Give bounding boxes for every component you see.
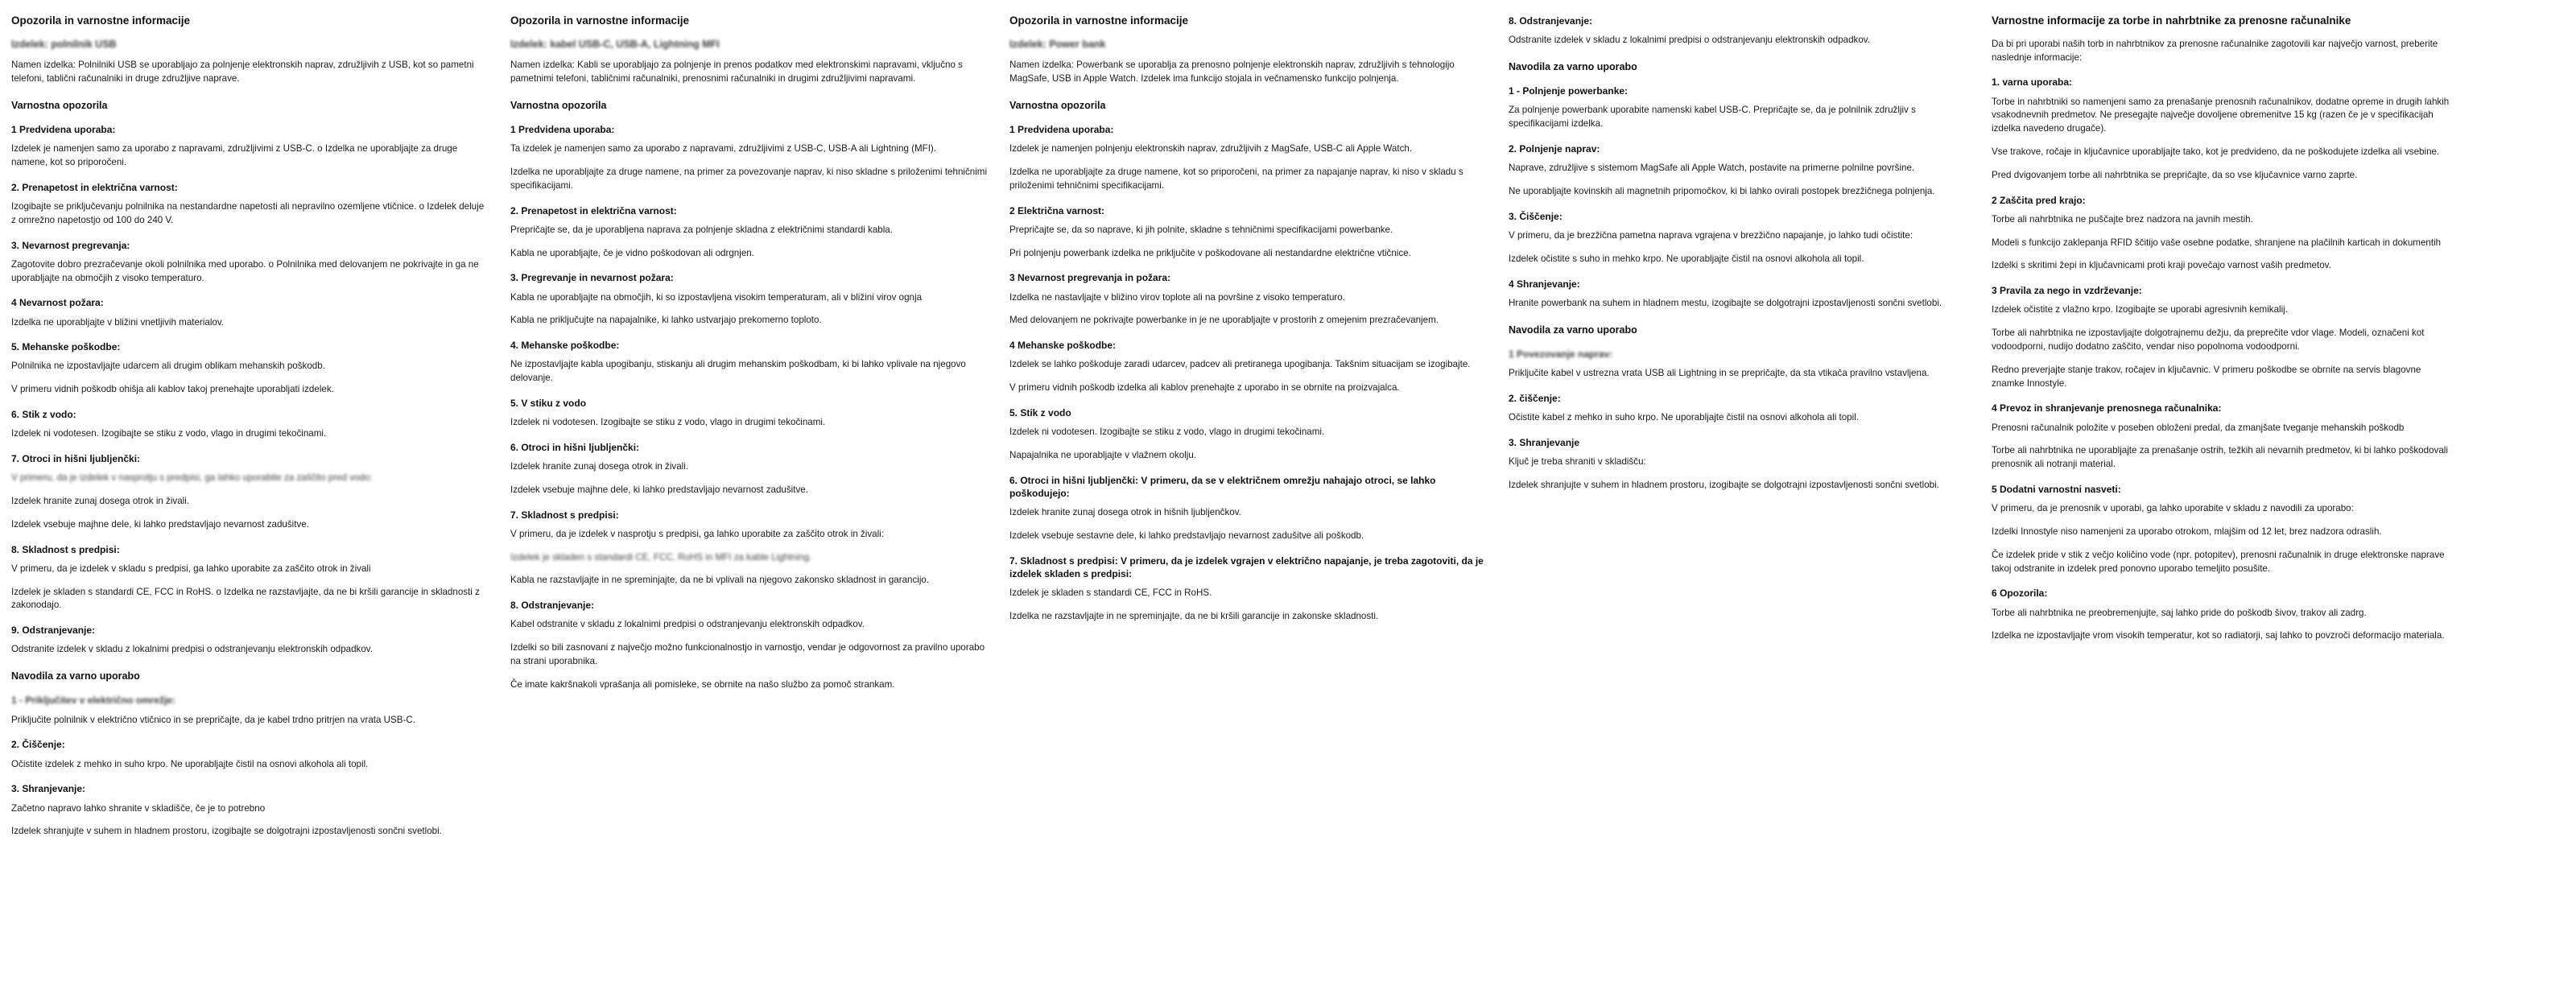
paragraph: V primeru, da je izdelek v nasprotju s predpisi, ga lahko uporabite za zaščito pred vodo: [11,472,373,484]
paragraph: Polnilnika ne izpostavljajte udarcem ali drugim oblikam mehanskih poškodb. [11,361,325,372]
paragraph: Torbe ali nahrbtnika ne uporabljajte za prenašanje ostrih, težkih ali nevarnih predmetov, ki bi lahko poškodovali prenosnik ali notranji material. [1992,445,2448,470]
product-subtitle: Izdelek: Power bank [1009,38,1106,50]
paragraph: Vse trakove, ročaje in ključavnice uporabljajte tako, kot je predvideno, da ne poškodujete izdelka ali vsebine. [1992,146,2440,158]
item-heading: 6 Opozorila: [1992,588,2048,600]
section-heading: Varnostna opozorila [510,99,607,111]
paragraph: Odstranite izdelek v skladu z lokalnimi predpisi o odstranjevanju elektronskih odpadkov. [11,644,373,655]
paragraph: Ključ je treba shraniti v skladišču: [1509,456,1646,467]
paragraph: Izdelki so bili zasnovani z največjo možno funkcionalnostjo in varnostjo, vendar je odgovornost za pravilno uporabo na strani uporabnika. [510,642,985,667]
paragraph: Izdelek shranjujte v suhem in hladnem prostoru, izogibajte se dolgotrajni izpostavljenosti sončni svetlobi. [1509,479,1939,490]
paragraph: Kabel odstranite v skladu z lokalnimi predpisi o odstranjevanju elektronskih odpadkov. [510,619,865,630]
item-heading: 7. Skladnost s predpisi: V primeru, da je izdelek vgrajen v električno napajanje, je treba zagotoviti, da je izdelek skladen s predpisi: [1009,555,1484,579]
item-heading: 5. Mehanske poškodbe: [11,341,121,353]
page-title: Varnostne informacije za torbe in nahrbtnike za prenosne računalnike [1992,14,2351,27]
item-heading: 8. Odstranjevanje: [510,600,595,612]
paragraph: Izdelek shranjujte v suhem in hladnem prostoru, izogibajte se dolgotrajni izpostavljenosti sončni svetlobi. [11,826,442,837]
paragraph: Izdelek je skladen s standardi CE, FCC, RoHS in MFI za kable Lightning. [510,551,812,563]
paragraph: V primeru, da je brezžična pametna naprava vgrajena v brezžično napajanje, jo lahko tudi očistite: [1509,229,1913,241]
item-heading: 3. Pregrevanje in nevarnost požara: [510,272,674,284]
section-heading: Varnostna opozorila [11,99,108,111]
item-heading: 9. Odstranjevanje: [11,625,96,637]
item-heading: 6. Stik z vodo: [11,409,76,421]
paragraph: Izdelek je namenjen polnjenju elektronskih naprav, združljivih z MagSafe, USB-C ali Apple Watch. [1009,143,1413,155]
paragraph: Izdelek očistite s suho in mehko krpo. Ne uporabljajte čistil na osnovi alkohola ali topil. [1509,253,1864,264]
paragraph: Če imate kakršnakoli vprašanja ali pomisleke, se obrnite na našo službo za pomoč strankam. [510,678,895,690]
paragraph: Napajalnika ne uporabljajte v vlažnem okolju. [1009,449,1197,460]
item-heading: 6. Otroci in hišni ljubljenčki: [510,441,640,453]
paragraph: Prenosni računalnik položite v poseben obloženi predal, da zmanjšate tveganje mehanskih poškodb [1992,422,2405,433]
item-heading: 1 Predvidena uporaba: [11,123,116,135]
paragraph: V primeru vidnih poškodb izdelka ali kablov prenehajte z uporabo in se obrnite na proizvajalca. [1009,382,1400,394]
item-heading: 2 Električna varnost: [1009,204,1105,216]
page-title: Opozorila in varnostne informacije [1009,14,1189,27]
column-cable [510,14,1009,1006]
paragraph: Hranite powerbank na suhem in hladnem mestu, izogibajte se dolgotrajni izpostavljenosti sončni svetlobi. [1509,297,1942,308]
item-heading: 1 - Priključitev v električno omrežje: [11,695,176,707]
item-heading: 1 Predvidena uporaba: [1009,123,1114,135]
section-heading: Navodila za varno uporabo [1509,60,1637,72]
paragraph: Kabla ne razstavljajte in ne spreminjajte, da ne bi vplivali na njegovo zakonsko skladnost in garancijo. [510,575,930,586]
paragraph: V primeru vidnih poškodb ohišja ali kablov takoj prenehajte uporabljati izdelek. [11,384,334,395]
item-heading: 1. varna uporaba: [1992,76,2073,89]
paragraph: Izdelek ni vodotesen. Izogibajte se stiku z vodo, vlago in drugimi tekočinami. [11,428,327,439]
item-heading: 1 Predvidena uporaba: [510,123,615,135]
item-heading: 6. Otroci in hišni ljubljenčki: V primeru, da se v električnem omrežju nahajajo otroci, se lahko poškodujejo: [1009,474,1436,499]
paragraph: Prepričajte se, da so naprave, ki jih polnite, skladne s tehničnimi specifikacijami powerbanke. [1009,224,1393,235]
paragraph: Izdelek hranite zunaj dosega otrok in živali. [510,461,689,472]
paragraph: Izdelka ne nastavljajte v bližino virov toplote ali na površine z visoko temperaturo. [1009,291,1345,303]
paragraph: Pred dvigovanjem torbe ali nahrbtnika se prepričajte, da so vse ključavnice varno zaprte. [1992,169,2358,180]
item-heading: 4 Mehanske poškodbe: [1009,340,1117,352]
paragraph: Pri polnjenju powerbank izdelka ne priključite v poškodovane ali nestandardne električne vtičnice. [1009,247,1411,258]
paragraph: Izdelek ni vodotesen. Izogibajte se stiku z vodo, vlago in drugimi tekočinami. [1009,427,1325,438]
paragraph: Med delovanjem ne pokrivajte powerbanke in je ne uporabljajte v prostorih z omejenim prezračevanjem. [1009,315,1439,326]
paragraph: Naprave, združljive s sistemom MagSafe ali Apple Watch, postavite na primerne polnilne površine. [1509,163,1915,174]
item-heading: 3. Čiščenje: [1509,210,1563,222]
paragraph: Namen izdelka: Powerbank se uporablja za prenosno polnjenje elektronskih naprav, združljivih s tehnologijo MagSafe, USB in Apple Watch. Izdelek ima funkcijo stojala in večnamensko funkcijo polnjenja. [1009,60,1455,84]
paragraph: Izdelka ne uporabljajte za druge namene, kot so priporočeni, na primer za napajanje naprav, ki niso v skladu s priloženimi tehničnimi specifikacijami. [1009,166,1463,191]
section-heading: Navodila za varno uporabo [11,670,140,682]
paragraph: Izdelek je skladen s standardi CE, FCC in RoHS. o Izdelka ne razstavljajte, da ne bi kršili garancije in skladnosti z zakonodajo. [11,586,480,611]
product-subtitle: Izdelek: polnilnik USB [11,38,117,50]
paragraph: V primeru, da je izdelek v nasprotju s predpisi, ga lahko uporabite za zaščito otrok in živali: [510,528,884,539]
paragraph: Izdelka ne uporabljajte za druge namene, na primer za povezovanje naprav, ki niso skladne s priloženimi tehničnimi specifikacijami. [510,166,988,191]
column-powerbank-continued [1509,14,1992,1006]
paragraph: Kabla ne uporabljajte, če je vidno poškodovan ali odrgnjen. [510,247,754,258]
paragraph: Izdelek hranite zunaj dosega otrok in hišnih ljubljenčkov. [1009,507,1241,518]
item-heading: 4. Mehanske poškodbe: [510,340,620,352]
paragraph: Očistite izdelek z mehko in suho krpo. Ne uporabljajte čistil na osnovi alkohola ali topil. [11,758,369,769]
paragraph: Modeli s funkcijo zaklepanja RFID ščitijo vaše osebne podatke, shranjene na plačilnih karticah in dokumentih [1992,237,2442,248]
paragraph: Torbe ali nahrbtnika ne preobremenjujte, saj lahko pride do poškodb šivov, trakov ali zadrg. [1992,607,2367,618]
paragraph: Izdelek se lahko poškoduje zaradi udarcev, padcev ali pretiranega upogibanja. Takšnim situacijam se izogibajte. [1009,359,1471,370]
paragraph: Kabla ne uporabljajte na območjih, ki so izpostavljena visokim temperaturam, ali v bližini virov ognja [510,291,923,303]
paragraph: Odstranite izdelek v skladu z lokalnimi predpisi o odstranjevanju elektronskih odpadkov. [1509,35,1870,46]
paragraph: Namen izdelka: Kabli se uporabljajo za polnjenje in prenos podatkov med elektronskimi napravami, vključno s pametnimi telefoni, tabličnimi računalniki, prenosnimi računalniki in drugimi združljivimi napravami. [510,60,963,84]
item-heading: 7. Otroci in hišni ljubljenčki: [11,453,141,465]
paragraph: Namen izdelka: Polnilniki USB se uporabljajo za polnjenje elektronskih naprav, združljivih z USB, kot so pametni telefoni, tablični računalniki in druge združljive naprave. [11,60,474,84]
paragraph: Izogibajte se priključevanju polnilnika na nestandardne napetosti ali nepravilno ozemljene vtičnice. o Izdelek deluje z omrežno napetostjo od 100 do 240 V. [11,200,485,225]
paragraph: Torbe ali nahrbtnika ne puščajte brez nadzora na javnih mestih. [1992,213,2253,225]
paragraph: Ne izpostavljajte kabla upogibanju, stiskanju ali drugim mehanskim poškodbam, ki bi lahko vplivale na njegovo delovanje. [510,359,966,384]
paragraph: Izdelek vsebuje sestavne dele, ki lahko predstavljajo nevarnost zadušitve ali poškodb. [1009,530,1364,541]
paragraph: Izdelek hranite zunaj dosega otrok in živali. [11,496,190,507]
paragraph: Redno preverjajte stanje trakov, ročajev in ključavnic. V primeru poškodbe se obrnite na servis blagovne znamke Innostyle. [1992,364,2421,389]
item-heading: 3. Shranjevanje [1509,436,1580,448]
paragraph: Če izdelek pride v stik z večjo količino vode (npr. potopitev), prenosni računalnik in druge elektronske naprave takoj odstranite in izdelek pred ponovno uporabo temeljito posušite. [1992,549,2445,574]
item-heading: 4 Nevarnost požara: [11,297,104,309]
paragraph: V primeru, da je izdelek v skladu s predpisi, ga lahko uporabite za zaščito otrok in živali [11,563,371,574]
paragraph: Izdelek je namenjen samo za uporabo z napravami, združljivimi z USB-C. o Izdelka ne uporabljajte za druge namene, kot so priporočeni. [11,143,458,167]
paragraph: Da bi pri uporabi naših torb in nahrbtnikov za prenosne računalnike zagotovili kar največjo varnost, preberite naslednje informacije: [1992,38,2438,63]
item-heading: 7. Skladnost s predpisi: [510,509,619,521]
item-heading: 5. Stik z vodo [1009,406,1071,418]
item-heading: 4 Shranjevanje: [1509,278,1580,290]
item-heading: 2 Zaščita pred krajo: [1992,194,2086,206]
product-subtitle: Izdelek: kabel USB-C, USB-A, Lightning MFI [510,38,720,50]
section-heading: Navodila za varno uporabo [1509,324,1637,336]
paragraph: Ne uporabljajte kovinskih ali magnetnih pripomočkov, ki bi lahko ovirali postopek brezžičnega polnjenja. [1509,186,1935,196]
paragraph: Izdelek ni vodotesen. Izogibajte se stiku z vodo, vlago in drugimi tekočinami. [510,417,826,428]
item-heading: 2. Prenapetost in električna varnost: [510,204,677,216]
item-heading: 2. čiščenje: [1509,392,1561,404]
item-heading: 4 Prevoz in shranjevanje prenosnega računalnika: [1992,402,2222,414]
section-heading: Varnostna opozorila [1009,99,1106,111]
paragraph: Izdelek vsebuje majhne dele, ki lahko predstavljajo nevarnost zadušitve. [11,518,309,530]
paragraph: Izdelka ne izpostavljajte vrom visokih temperatur, kot so radiatorji, saj lahko to povzroči deformacijo materiala. [1992,630,2445,641]
item-heading: 3 Pravila za nego in vzdrževanje: [1992,285,2142,297]
paragraph: Priključite kabel v ustrezna vrata USB ali Lightning in se prepričajte, da sta vtikača pravilno vstavljena. [1509,368,1930,378]
paragraph: Za polnjenje powerbank uporabite namenski kabel USB-C. Prepričajte se, da je polnilnik združljiv s specifikacijami izdelka. [1509,105,1916,130]
paragraph: Izdelek vsebuje majhne dele, ki lahko predstavljajo nevarnost zadušitve. [510,484,808,495]
paragraph: Torbe in nahrbtniki so namenjeni samo za prenašanje prenosnih računalnikov, dodatne opreme in drugih lahkih vsakodnevnih predmetov. Ne presegajte največje dovoljene obremenitve 15 kg (razen če je v specifikacijah izdelka navedeno drugače). [1992,96,2450,134]
paragraph: Priključite polnilnik v električno vtičnico in se prepričajte, da je kabel trdno pritrjen na vrata USB-C. [11,714,415,725]
paragraph: Očistite kabel z mehko in suho krpo. Ne uporabljajte čistil na osnovi alkohola ali topil. [1509,411,1859,423]
paragraph: Izdelki Innostyle niso namenjeni za uporabo otrokom, mlajšim od 12 let, brez nadzora odraslih. [1992,526,2382,537]
page-title: Opozorila in varnostne informacije [11,14,191,27]
paragraph: Torbe ali nahrbtnika ne izpostavljajte dolgotrajnemu dežju, da preprečite vdor vlage. Modeli, označeni kot vodoodporni, nudijo dodatno zaščito, vendar niso popolnoma vodoodporni. [1992,328,2425,352]
paragraph: Ta izdelek je namenjen samo za uporabo z napravami, združljivimi z USB-C, USB-A ali Lightning (MFI). [510,143,937,155]
paragraph: Izdelki s skritimi žepi in ključavnicami proti kraji povečajo varnost vaših predmetov. [1992,260,2331,271]
item-heading: 2. Polnjenje naprav: [1509,143,1600,155]
paragraph: Izdelek očistite z vlažno krpo. Izogibajte se uporabi agresivnih kemikalij. [1992,304,2288,315]
column-bags [1992,14,2475,1006]
item-heading: 2. Čiščenje: [11,739,65,751]
paragraph: Prepričajte se, da je uporabljena naprava za polnjenje skladna z električnimi standardi kabla. [510,224,893,235]
item-heading: 1 Povezovanje naprav: [1509,348,1613,360]
paragraph: V primeru, da je prenosnik v uporabi, ga lahko uporabite v skladu z navodili za uporabo: [1992,503,2354,514]
item-heading: 5 Dodatni varnostni nasveti: [1992,483,2121,495]
paragraph: Zagotovite dobro prezračevanje okoli polnilnika med uporabo. o Polnilnika med delovanjem ne pokrivajte in ga ne uporabljajte na območjih z visoko temperaturo. [11,258,479,283]
column-usb-charger [11,14,510,1006]
item-heading: 1 - Polnjenje powerbanke: [1509,85,1629,97]
paragraph: Izdelek je skladen s standardi CE, FCC in RoHS. [1009,588,1212,599]
column-powerbank [1009,14,1509,1006]
item-heading: 3. Shranjevanje: [11,783,86,795]
item-heading: 3. Nevarnost pregrevanja: [11,239,130,251]
item-heading: 8. Skladnost s predpisi: [11,543,120,555]
item-heading: 5. V stiku z vodo [510,397,587,409]
item-heading: 3 Nevarnost pregrevanja in požara: [1009,272,1171,284]
paragraph: Kabla ne priključujte na napajalnike, ki lahko ustvarjajo prekomerno toploto. [510,315,822,326]
item-heading: 8. Odstranjevanje: [1509,15,1593,27]
item-heading: 2. Prenapetost in električna varnost: [11,181,178,193]
paragraph: Začetno napravo lahko shranite v skladišče, če je to potrebno [11,802,266,814]
paragraph: Izdelka ne razstavljajte in ne spreminjajte, da ne bi kršili garancije in zakonske skladnosti. [1009,610,1379,621]
paragraph: Izdelka ne uporabljajte v bližini vnetljivih materialov. [11,316,224,328]
page-title: Opozorila in varnostne informacije [510,14,690,27]
